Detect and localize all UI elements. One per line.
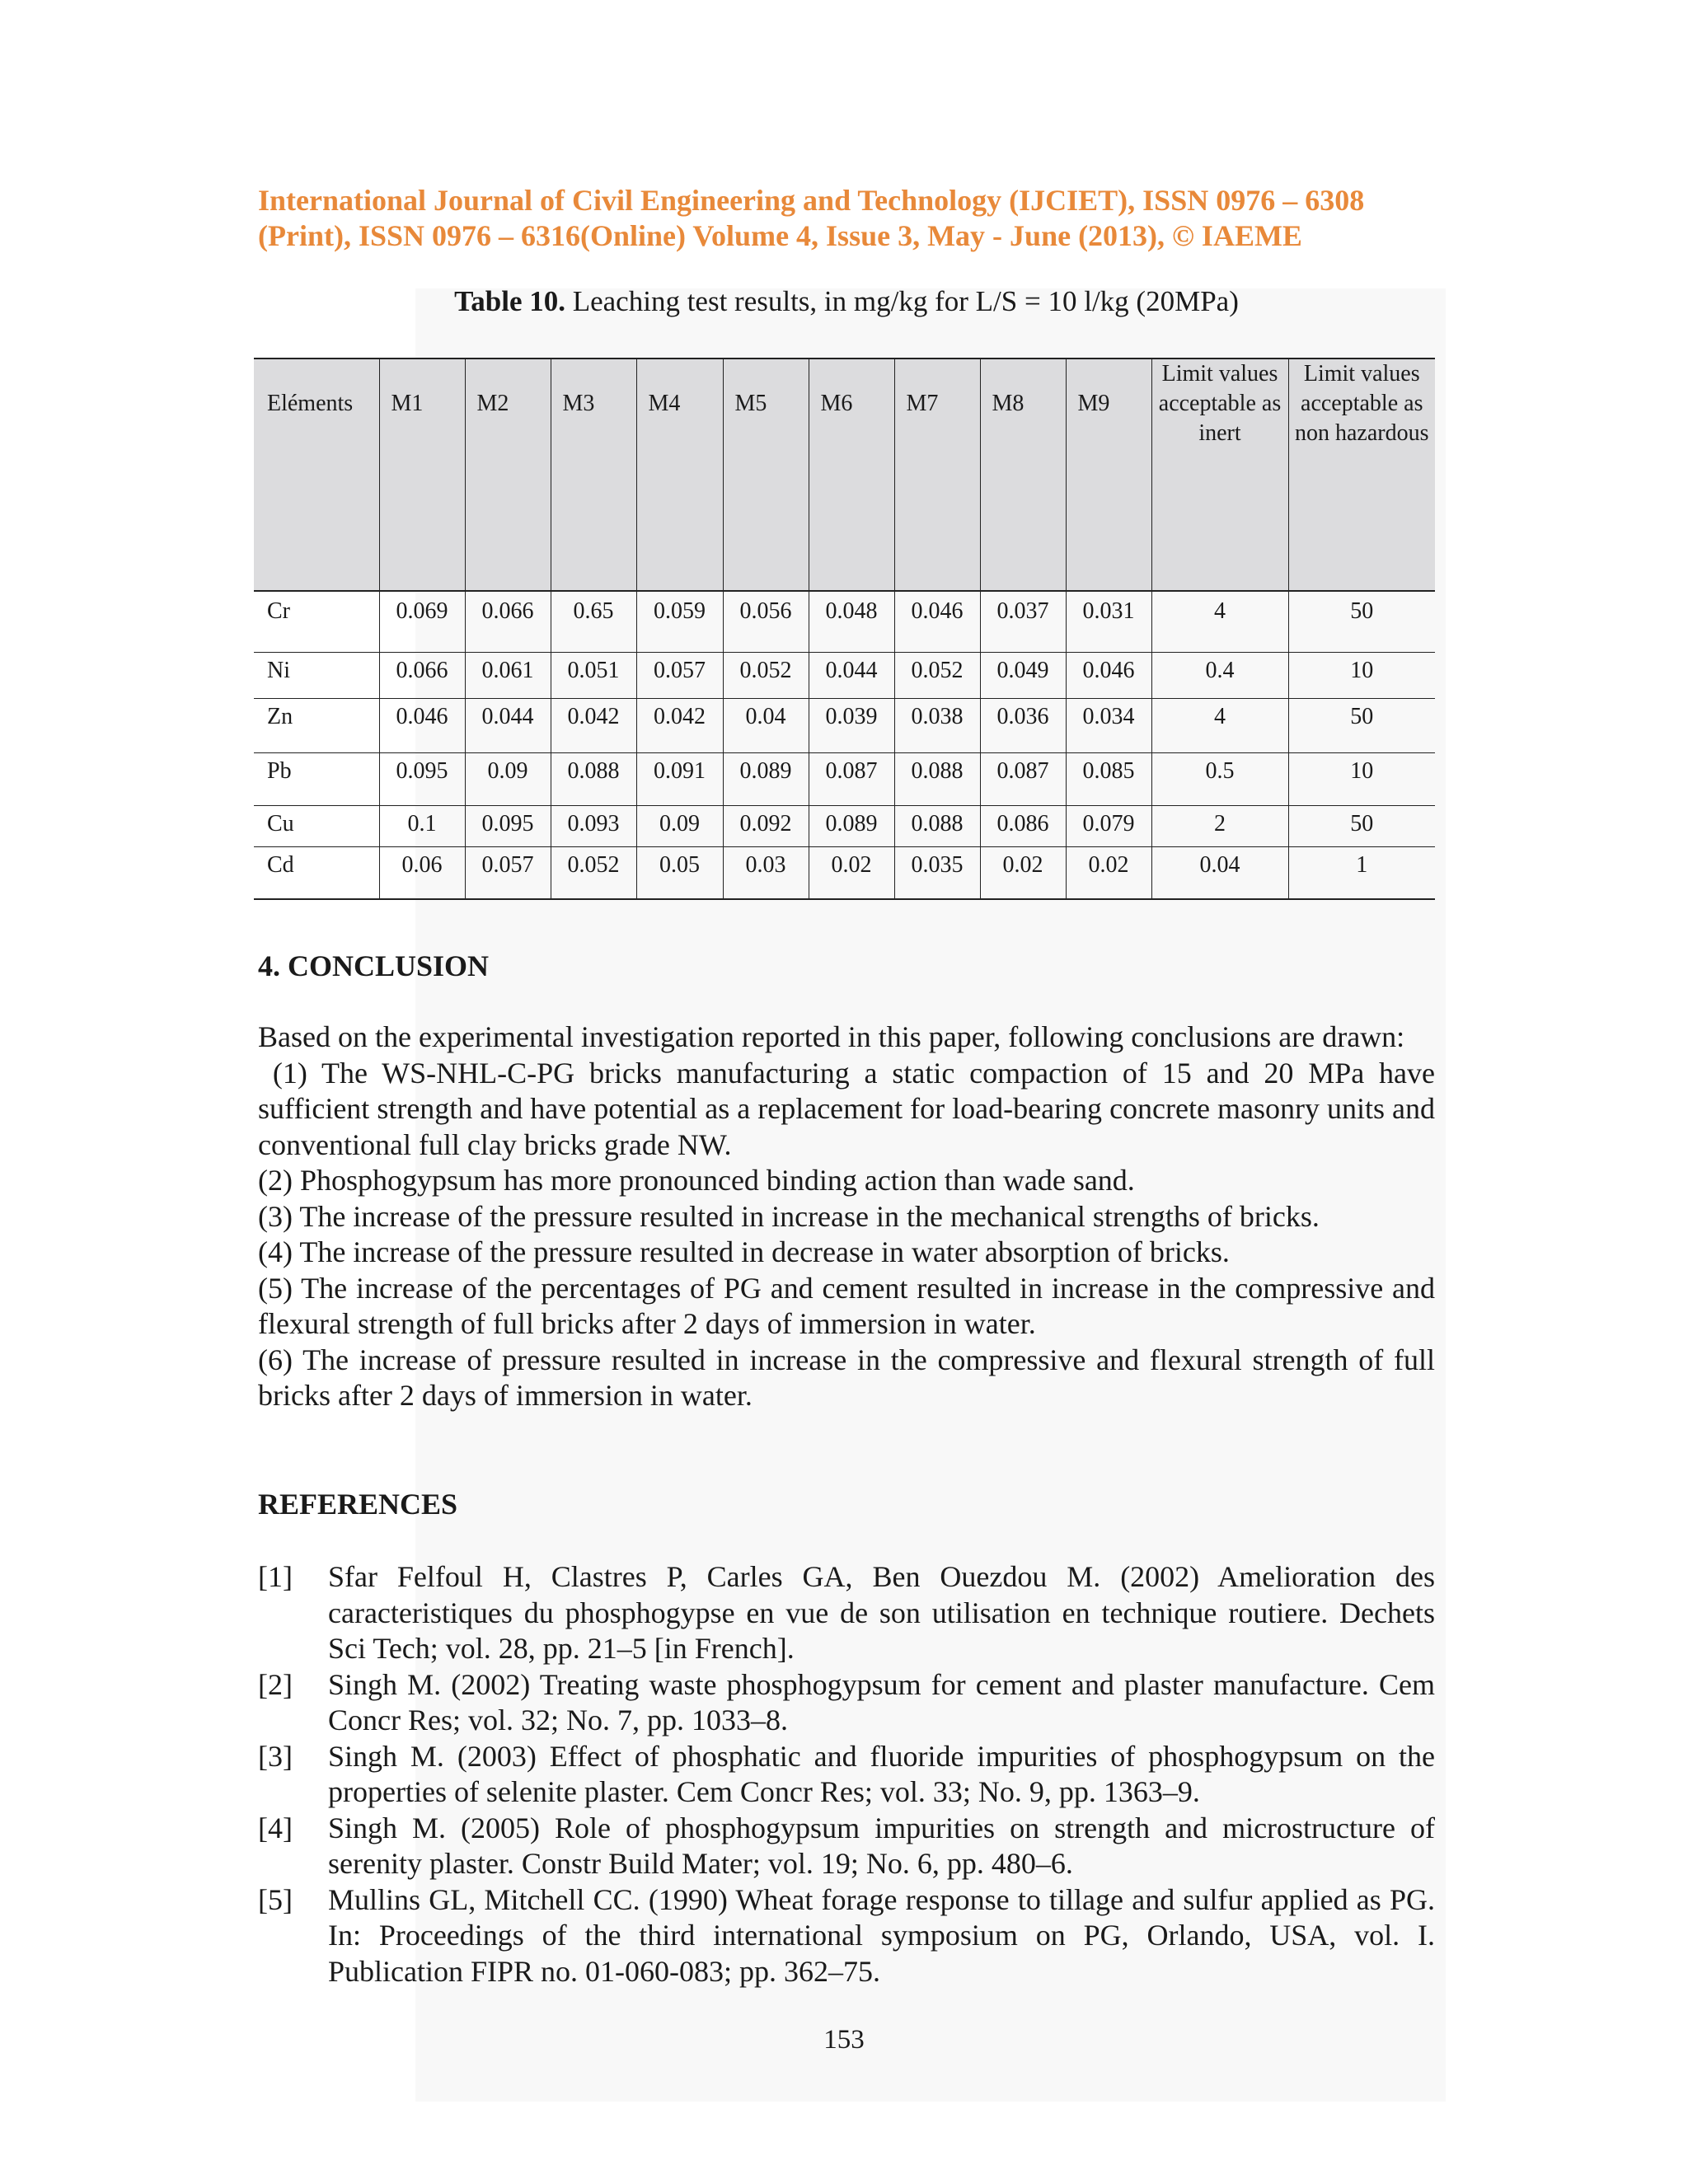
value-cell: 0.051 (551, 652, 636, 698)
reference-number: [1] (258, 1560, 293, 1593)
table-row (254, 591, 1435, 652)
column-header: M3 (551, 359, 636, 591)
element-cell: Ni (254, 652, 379, 698)
value-cell: 0.06 (379, 846, 465, 899)
column-header: M8 (980, 359, 1066, 591)
value-cell: 0.04 (1151, 846, 1288, 899)
value-cell: 2 (1151, 805, 1288, 846)
value-cell: 0.095 (465, 805, 551, 846)
value-cell: 0.087 (809, 752, 894, 805)
reference-text: Singh M. (2003) Effect of phosphatic and fluoride impurities of phosphogypsum on the properties of selenite plaster. Cem Concr Res; vol. 33; No. 9, pp. 1363–9. (328, 1739, 1435, 1808)
table-row (254, 698, 1435, 752)
reference-number: [2] (258, 1667, 293, 1701)
reference-item (258, 1667, 1435, 1739)
value-cell: 0.5 (1151, 752, 1288, 805)
table-caption (258, 284, 1435, 320)
value-cell: 0.092 (723, 805, 809, 846)
reference-number: [4] (258, 1811, 293, 1844)
value-cell: 0.046 (894, 591, 980, 652)
reference-item (258, 1739, 1435, 1811)
reference-text: Singh M. (2002) Treating waste phosphogypsum for cement and plaster manufacture. Cem Concr Res; vol. 32; No. 7, pp. 1033–8. (328, 1667, 1435, 1736)
value-cell: 0.057 (636, 652, 723, 698)
value-cell: 0.039 (809, 698, 894, 752)
conclusion-heading: 4. CONCLUSION (258, 949, 490, 982)
value-cell: 4 (1151, 591, 1288, 652)
value-cell: 0.091 (636, 752, 723, 805)
conclusion-item: (5) The increase of the percentages of PG and cement resulted in increase in the compressive and flexural strength of full bricks after 2 days of immersion in water. (258, 1271, 1435, 1340)
value-cell: 0.089 (809, 805, 894, 846)
value-cell: 0.088 (551, 752, 636, 805)
references-heading: REFERENCES (258, 1488, 458, 1521)
column-header: M9 (1066, 359, 1151, 591)
value-cell: 0.046 (1066, 652, 1151, 698)
value-cell: 10 (1288, 752, 1435, 805)
value-cell: 0.069 (379, 591, 465, 652)
value-cell: 0.056 (723, 591, 809, 652)
value-cell: 0.05 (636, 846, 723, 899)
reference-text: Sfar Felfoul H, Clastres P, Carles GA, Ben Ouezdou M. (2002) Amelioration des caracteristiques du phosphogypse en vue de son utilisation en technique routiere. Dechets Sci Tech; vol. 28, pp. 21–5 [in French]. (328, 1560, 1435, 1665)
value-cell: 0.02 (980, 846, 1066, 899)
reference-item (258, 1811, 1435, 1882)
column-header: Limit values acceptable as inert (1151, 359, 1288, 591)
value-cell: 0.086 (980, 805, 1066, 846)
value-cell: 0.088 (894, 805, 980, 846)
journal-header-line-2: (Print), ISSN 0976 – 6316(Online) Volume 4, Issue 3, May - June (2013), © IAEME (258, 219, 1302, 252)
column-header: M1 (379, 359, 465, 591)
value-cell: 10 (1288, 652, 1435, 698)
value-cell: 0.079 (1066, 805, 1151, 846)
reference-number: [3] (258, 1739, 293, 1773)
value-cell: 0.088 (894, 752, 980, 805)
value-cell: 0.4 (1151, 652, 1288, 698)
column-header: Eléments (254, 359, 379, 591)
value-cell: 0.057 (465, 846, 551, 899)
value-cell: 50 (1288, 698, 1435, 752)
value-cell: 0.048 (809, 591, 894, 652)
value-cell: 0.042 (551, 698, 636, 752)
value-cell: 4 (1151, 698, 1288, 752)
references-list (258, 1559, 1435, 1990)
value-cell: 0.035 (894, 846, 980, 899)
journal-header-line-1: International Journal of Civil Engineering and Technology (IJCIET), ISSN 0976 – 6308 (258, 184, 1365, 217)
element-cell: Pb (254, 752, 379, 805)
table-caption-text: Leaching test results, in mg/kg for L/S = 10 l/kg (20MPa) (565, 285, 1239, 317)
value-cell: 1 (1288, 846, 1435, 899)
value-cell: 0.034 (1066, 698, 1151, 752)
element-cell: Zn (254, 698, 379, 752)
value-cell: 50 (1288, 591, 1435, 652)
value-cell: 0.03 (723, 846, 809, 899)
table-row (254, 752, 1435, 805)
element-cell: Cu (254, 805, 379, 846)
value-cell: 0.095 (379, 752, 465, 805)
value-cell: 0.02 (809, 846, 894, 899)
value-cell: 0.1 (379, 805, 465, 846)
value-cell: 0.09 (636, 805, 723, 846)
value-cell: 0.04 (723, 698, 809, 752)
value-cell: 0.044 (809, 652, 894, 698)
column-header: M7 (894, 359, 980, 591)
table-body (254, 591, 1435, 899)
value-cell: 0.061 (465, 652, 551, 698)
column-header: M2 (465, 359, 551, 591)
reference-item (258, 1882, 1435, 1990)
value-cell: 0.037 (980, 591, 1066, 652)
value-cell: 50 (1288, 805, 1435, 846)
table-caption-label: Table 10. (454, 285, 565, 317)
column-header: Limit values acceptable as non hazardous (1288, 359, 1435, 591)
value-cell: 0.052 (894, 652, 980, 698)
conclusion-item: (2) Phosphogypsum has more pronounced binding action than wade sand. (258, 1164, 1135, 1197)
value-cell: 0.093 (551, 805, 636, 846)
conclusion-intro: Based on the experimental investigation reported in this paper, following conclusions are drawn: (258, 1020, 1405, 1053)
value-cell: 0.042 (636, 698, 723, 752)
element-cell: Cd (254, 846, 379, 899)
value-cell: 0.044 (465, 698, 551, 752)
value-cell: 0.087 (980, 752, 1066, 805)
value-cell: 0.049 (980, 652, 1066, 698)
conclusion-item: (3) The increase of the pressure resulted in increase in the mechanical strengths of bricks. (258, 1199, 1320, 1233)
conclusion-item: (4) The increase of the pressure resulted in decrease in water absorption of bricks. (258, 1235, 1230, 1268)
table-header-row (254, 359, 1435, 591)
value-cell: 0.046 (379, 698, 465, 752)
value-cell: 0.059 (636, 591, 723, 652)
value-cell: 0.089 (723, 752, 809, 805)
reference-item (258, 1559, 1435, 1667)
conclusion-item: (1) The WS-NHL-C-PG bricks manufacturing a static compaction of 15 and 20 MPa have sufficient strength and have potential as a replacement for load-bearing concrete masonry units and conventional full clay bricks grade NW. (258, 1056, 1443, 1161)
journal-header (258, 183, 1435, 254)
value-cell: 0.066 (379, 652, 465, 698)
column-header: M5 (723, 359, 809, 591)
value-cell: 0.02 (1066, 846, 1151, 899)
table-row (254, 652, 1435, 698)
conclusion-item: (6) The increase of pressure resulted in increase in the compressive and flexural strength of full bricks after 2 days of immersion in water. (258, 1343, 1435, 1412)
page-number: 153 (823, 2025, 865, 2055)
table-row (254, 805, 1435, 846)
table-row (254, 846, 1435, 899)
value-cell: 0.036 (980, 698, 1066, 752)
value-cell: 0.038 (894, 698, 980, 752)
value-cell: 0.65 (551, 591, 636, 652)
leaching-results-table (254, 358, 1435, 900)
value-cell: 0.052 (723, 652, 809, 698)
reference-text: Singh M. (2005) Role of phosphogypsum impurities on strength and microstructure of serenity plaster. Constr Build Mater; vol. 19; No. 6, pp. 480–6. (328, 1811, 1435, 1880)
value-cell: 0.031 (1066, 591, 1151, 652)
value-cell: 0.09 (465, 752, 551, 805)
conclusion-body (258, 1019, 1443, 1414)
value-cell: 0.052 (551, 846, 636, 899)
value-cell: 0.085 (1066, 752, 1151, 805)
value-cell: 0.066 (465, 591, 551, 652)
reference-text: Mullins GL, Mitchell CC. (1990) Wheat forage response to tillage and sulfur applied as PG. In: Proceedings of the third international symposium on PG, Orlando, USA, vol. I. Publication FIPR no. 01-060-083; pp. 362–75. (328, 1882, 1435, 1988)
column-header: M4 (636, 359, 723, 591)
column-header: M6 (809, 359, 894, 591)
element-cell: Cr (254, 591, 379, 652)
reference-number: [5] (258, 1882, 293, 1916)
